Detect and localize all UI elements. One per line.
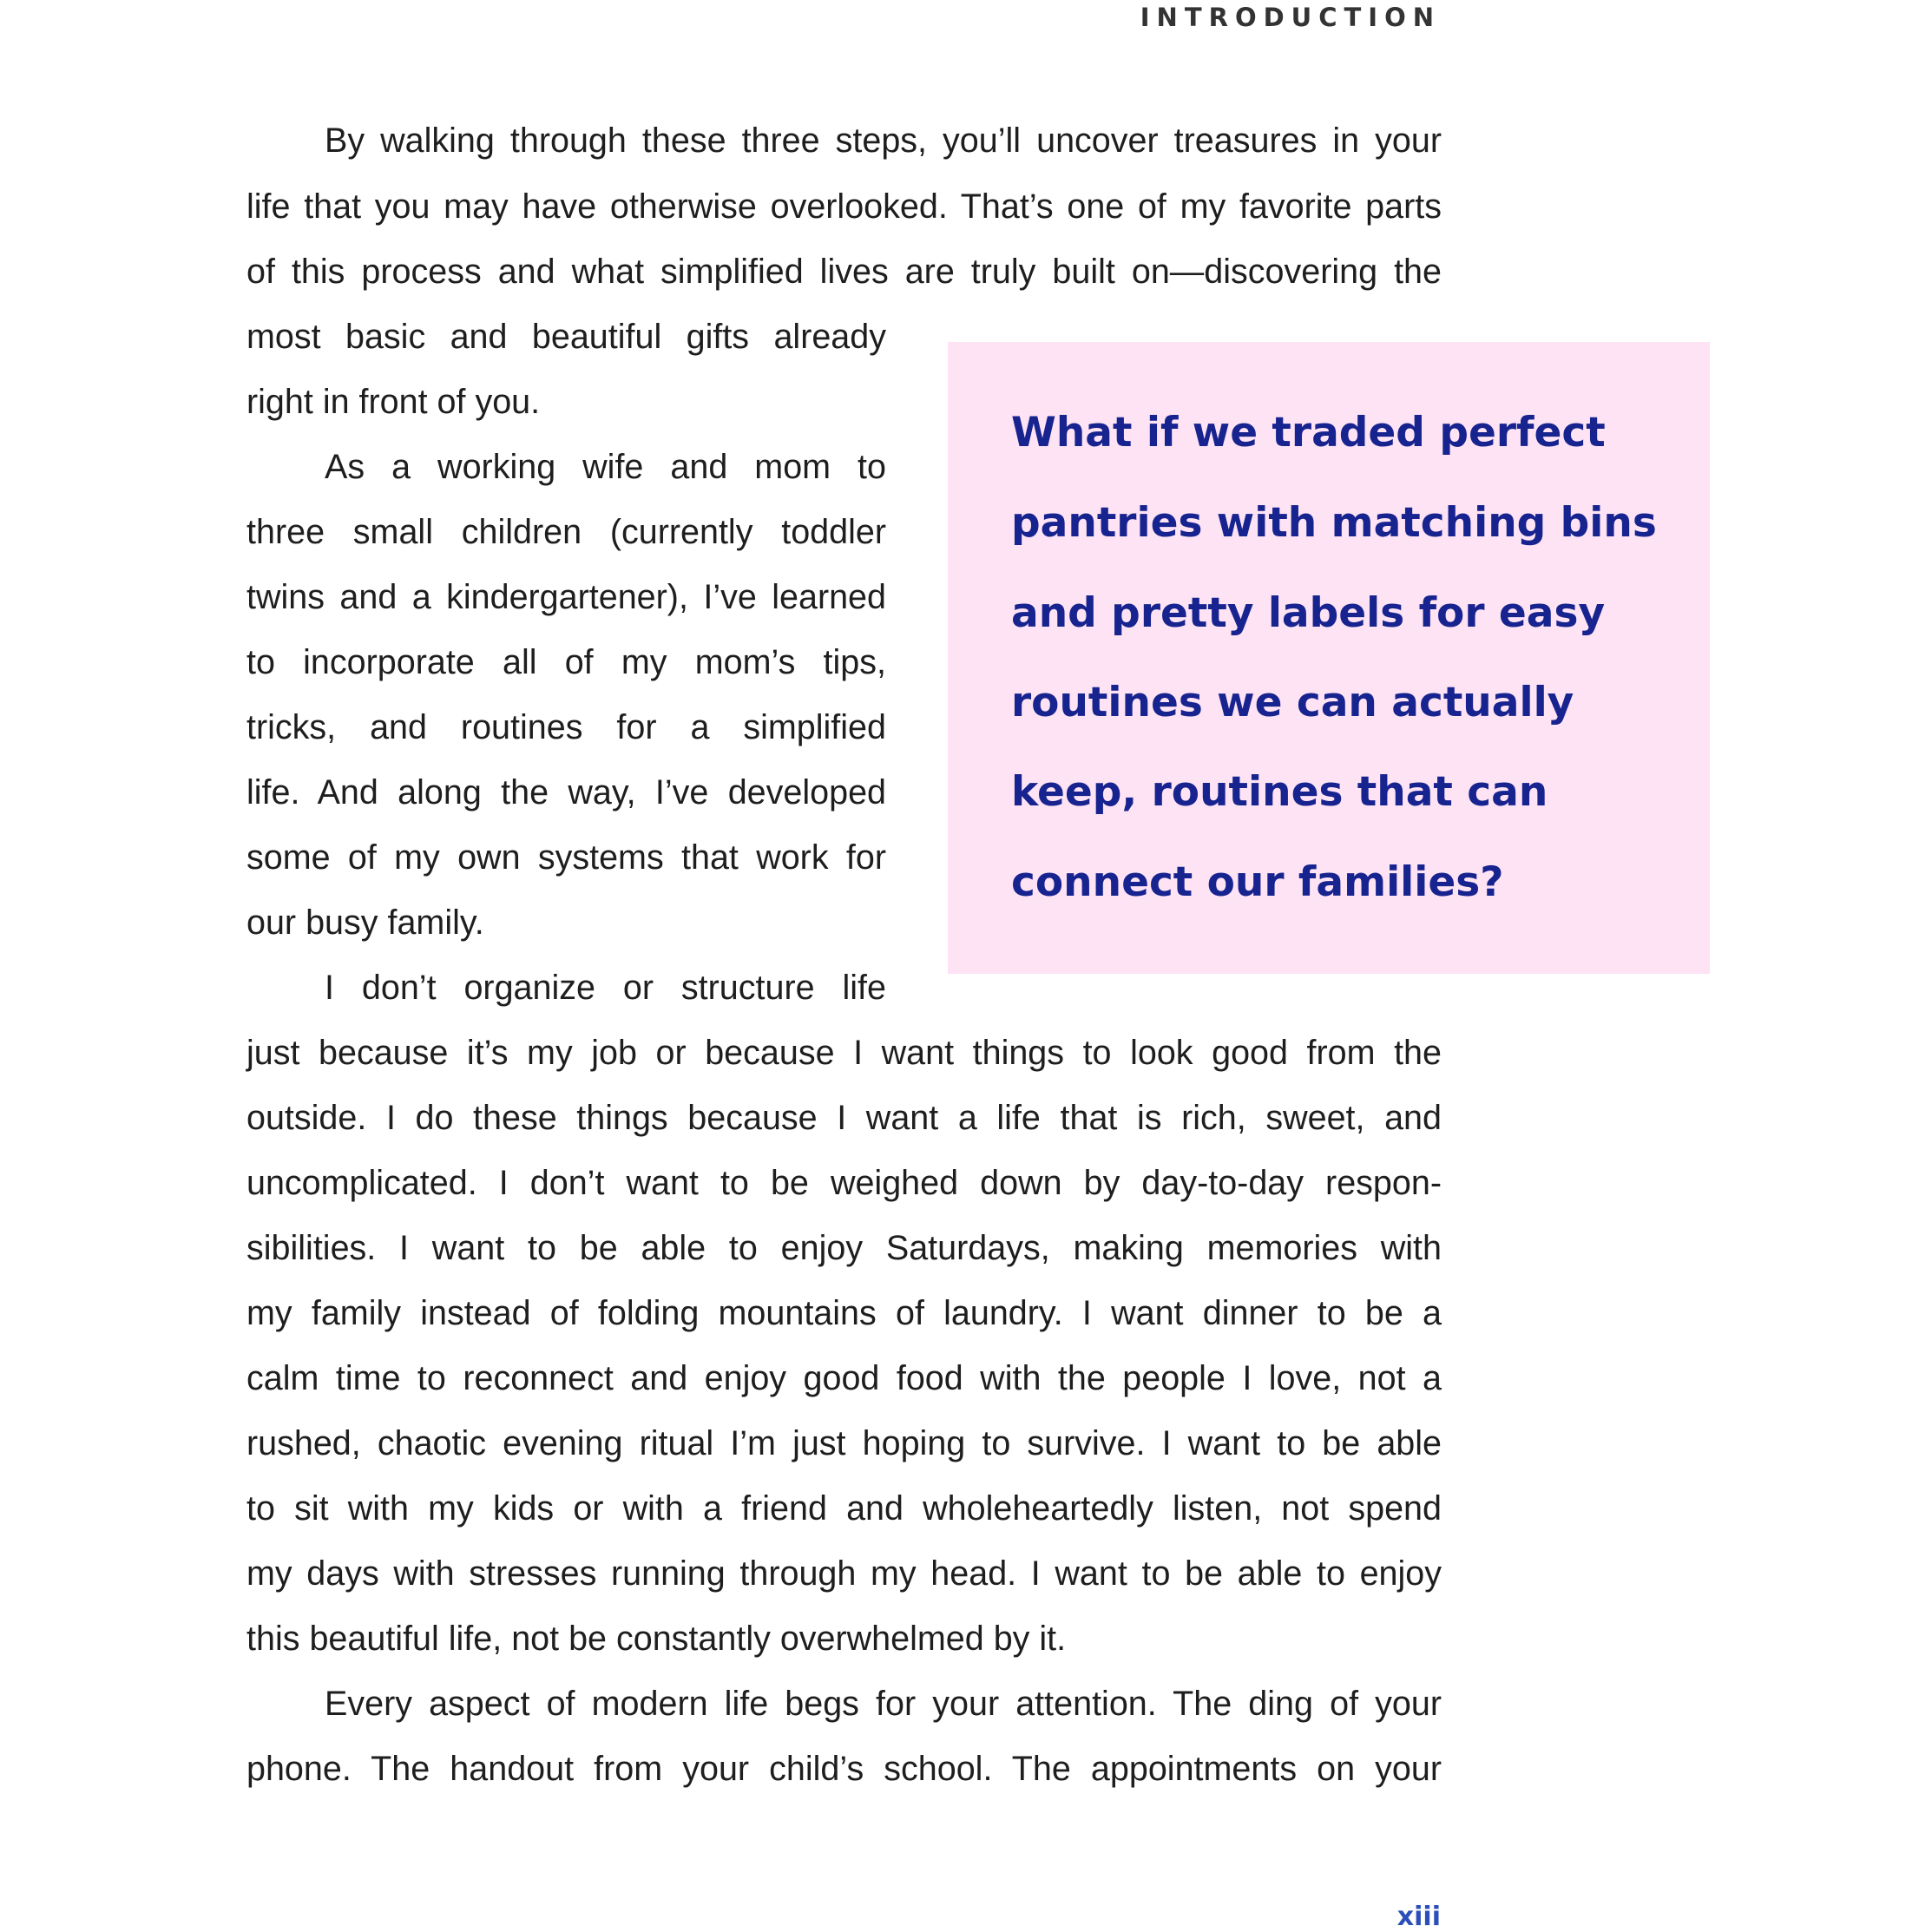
body-line: of this process and what simplified lives are truly built on—discovering the: [246, 253, 1442, 291]
body-line: my days with stresses running through my head. I want to be able to enjoy: [246, 1554, 1442, 1593]
body-line: By walking through these three steps, you’ll uncover treasures in your: [325, 122, 1442, 160]
pull-quote-line: pantries with matching bins: [1011, 499, 1657, 547]
body-line: some of my own systems that work for: [246, 838, 886, 877]
body-line: life. And along the way, I’ve developed: [246, 773, 886, 812]
body-line: most basic and beautiful gifts already: [246, 318, 886, 356]
body-line: my family instead of folding mountains of laundry. I want dinner to be a: [246, 1294, 1442, 1332]
body-line: life that you may have otherwise overlooked. That’s one of my favorite parts: [246, 187, 1442, 226]
page-number: xiii: [1396, 1902, 1441, 1932]
body-line: calm time to reconnect and enjoy good food with the people I love, not a: [246, 1359, 1442, 1397]
running-head: INTRODUCTION: [1140, 3, 1441, 32]
pull-quote-line: and pretty labels for easy: [1011, 589, 1606, 637]
body-line: phone. The handout from your child’s school. The appointments on your: [246, 1750, 1442, 1788]
body-line: our busy family.: [246, 904, 484, 942]
body-line: outside. I do these things because I want a life that is rich, sweet, and: [246, 1099, 1442, 1137]
body-line: just because it’s my job or because I want things to look good from the: [246, 1034, 1442, 1072]
body-line: right in front of you.: [246, 383, 541, 421]
body-line: rushed, chaotic evening ritual I’m just hoping to survive. I want to be able: [246, 1424, 1442, 1462]
body-line: twins and a kindergartener), I’ve learned: [246, 578, 886, 616]
body-line: this beautiful life, not be constantly overwhelmed by it.: [246, 1620, 1067, 1658]
pull-quote-box: [948, 342, 1710, 974]
body-line: Every aspect of modern life begs for your attention. The ding of your: [325, 1685, 1442, 1723]
body-line: sibilities. I want to be able to enjoy Saturdays, making memories with: [246, 1229, 1442, 1267]
body-line: tricks, and routines for a simplified: [246, 708, 886, 746]
body-line: to incorporate all of my mom’s tips,: [246, 643, 886, 681]
pull-quote-line: What if we traded perfect: [1011, 409, 1606, 457]
pull-quote-line: routines we can actually: [1011, 679, 1574, 726]
pull-quote-line: connect our families?: [1011, 858, 1504, 906]
body-line: to sit with my kids or with a friend and wholeheartedly listen, not spend: [246, 1489, 1442, 1528]
body-line: I don’t organize or structure life: [325, 969, 886, 1007]
body-line: As a working wife and mom to: [325, 448, 886, 486]
body-line: uncomplicated. I don’t want to be weighed down by day-to-day respon-: [246, 1164, 1442, 1202]
pull-quote-line: keep, routines that can: [1011, 768, 1548, 816]
body-line: three small children (currently toddler: [246, 513, 886, 551]
